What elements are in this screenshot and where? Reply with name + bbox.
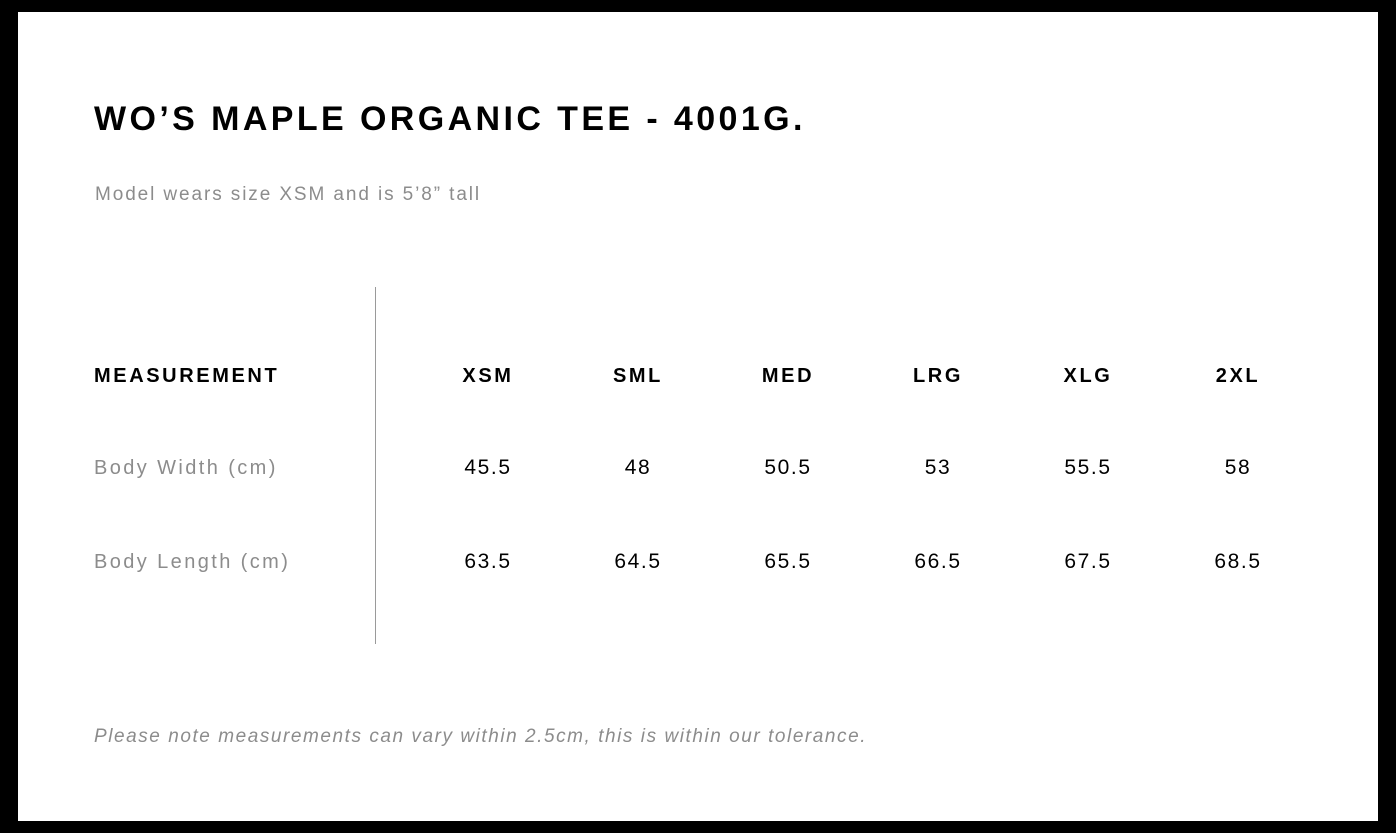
table-row bbox=[18, 448, 1378, 488]
model-info-text: Model wears size XSM and is 5’8” tall bbox=[95, 184, 482, 205]
page-title: WO’S MAPLE ORGANIC TEE - 4001G. bbox=[94, 100, 806, 138]
column-header-size-lrg: LRG bbox=[912, 365, 964, 387]
column-header-size-xsm: XSM bbox=[462, 365, 514, 387]
size-table bbox=[18, 12, 1378, 821]
table-header-row bbox=[18, 356, 1378, 396]
cell-body-length-lrg: 66.5 bbox=[914, 550, 962, 573]
column-header-size-xlg: XLG bbox=[1063, 365, 1113, 387]
cell-body-length-xsm: 63.5 bbox=[464, 550, 512, 573]
tolerance-note: Please note measurements can vary within 2.5cm, this is within our tolerance. bbox=[94, 726, 868, 747]
cell-body-length-sml: 64.5 bbox=[614, 550, 662, 573]
cell-body-width-lrg: 53 bbox=[924, 456, 952, 479]
cell-body-width-2xl: 58 bbox=[1224, 456, 1252, 479]
cell-body-length-2xl: 68.5 bbox=[1214, 550, 1262, 573]
cell-body-width-sml: 48 bbox=[624, 456, 652, 479]
cell-body-width-xlg: 55.5 bbox=[1064, 456, 1112, 479]
row-label-body-length: Body Length (cm) bbox=[94, 551, 291, 573]
column-header-size-med: MED bbox=[761, 365, 815, 387]
cell-body-width-med: 50.5 bbox=[764, 456, 812, 479]
size-chart-page bbox=[18, 12, 1378, 821]
column-header-size-sml: SML bbox=[612, 365, 664, 387]
cell-body-length-med: 65.5 bbox=[764, 550, 812, 573]
column-header-measurement: MEASUREMENT bbox=[94, 365, 280, 387]
column-header-size-2xl: 2XL bbox=[1215, 365, 1261, 387]
table-row bbox=[18, 542, 1378, 582]
cell-body-width-xsm: 45.5 bbox=[464, 456, 512, 479]
cell-body-length-xlg: 67.5 bbox=[1064, 550, 1112, 573]
row-label-body-width: Body Width (cm) bbox=[94, 457, 278, 479]
